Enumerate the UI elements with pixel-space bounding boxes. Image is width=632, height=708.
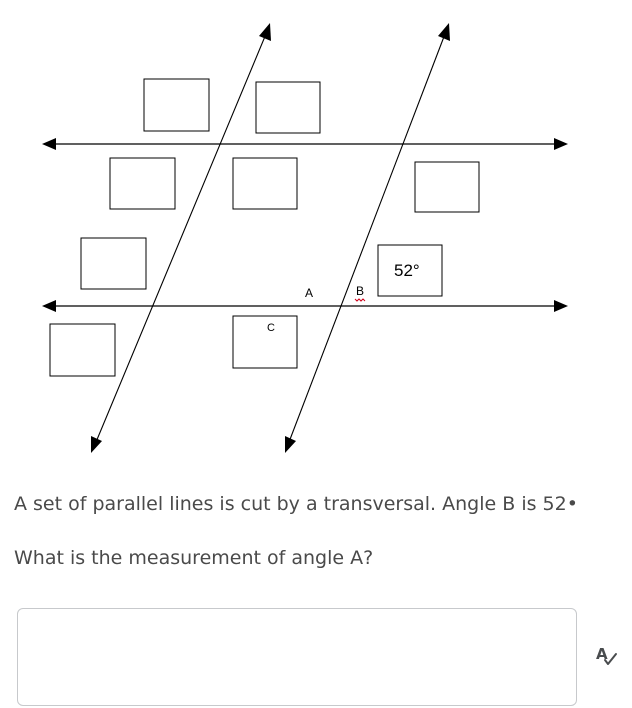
angle-box xyxy=(415,162,479,212)
angle-a-label: A xyxy=(305,286,314,300)
spellcheck-icon[interactable] xyxy=(594,643,620,669)
given-angle-label: 52° xyxy=(394,261,420,280)
angle-box-c xyxy=(233,316,297,368)
angle-box xyxy=(110,158,175,209)
parallel-line-top xyxy=(42,138,568,150)
angle-box xyxy=(81,238,146,289)
spelling-squiggle xyxy=(355,299,365,301)
transversal-right xyxy=(285,23,450,453)
angle-b-label: B xyxy=(356,284,365,298)
parallel-line-bottom xyxy=(42,300,568,312)
angle-box xyxy=(50,324,115,376)
angle-box xyxy=(256,82,320,133)
question-text-line-1: A set of parallel lines is cut by a transversal. Angle B is 52• xyxy=(14,493,578,515)
answer-input[interactable] xyxy=(17,608,577,706)
svg-text:A: A xyxy=(596,645,608,663)
angle-box xyxy=(233,158,297,209)
angle-c-label: C xyxy=(267,322,275,334)
angle-box xyxy=(144,79,209,131)
question-prompt: What is the measurement of angle A? xyxy=(14,547,374,569)
